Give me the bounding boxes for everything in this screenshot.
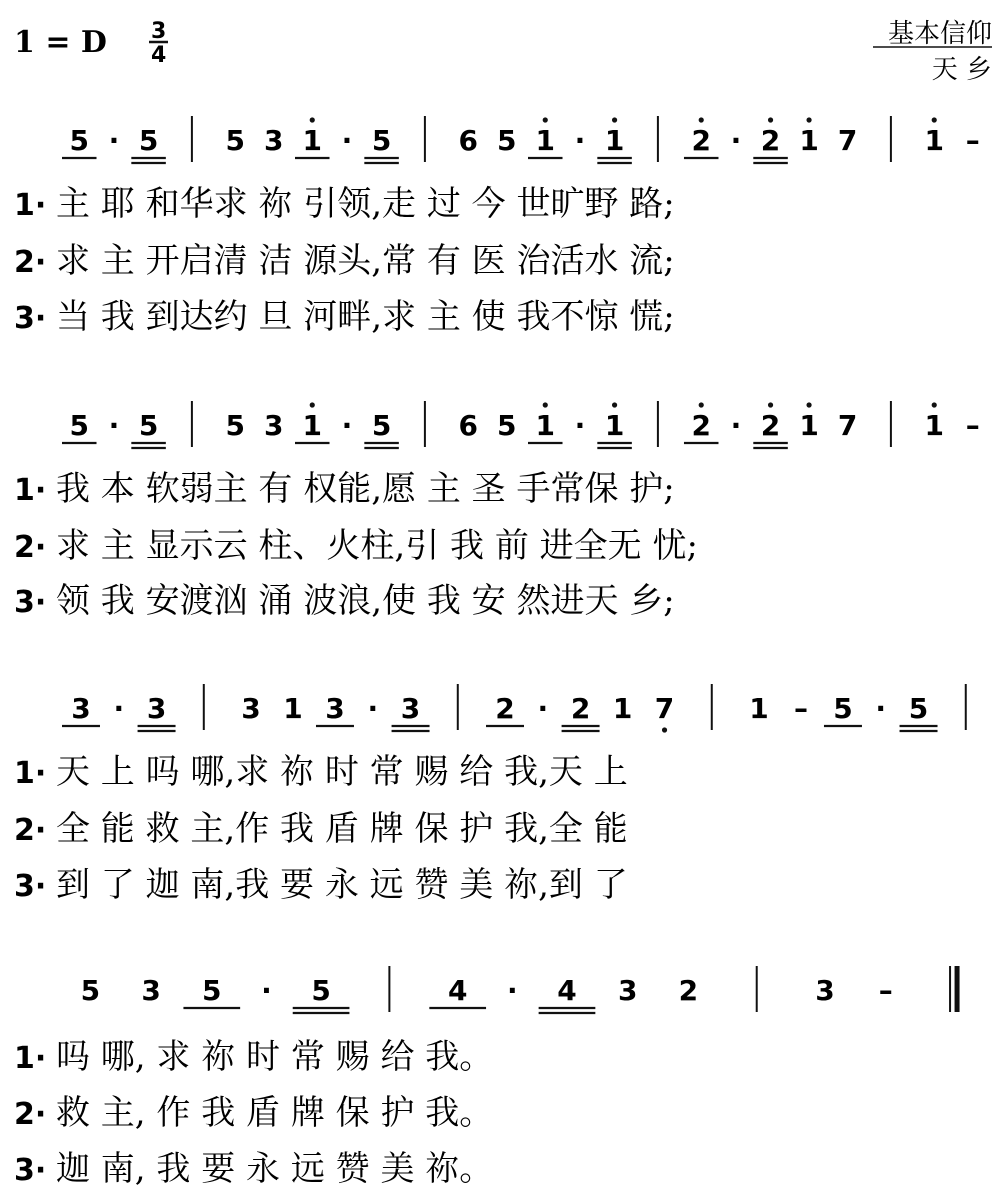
dash-mark: – (965, 124, 980, 157)
octave-dot-high (310, 402, 315, 407)
lyric-line: 救 主, 作 我 盾 牌 保 护 我。 (56, 1093, 494, 1133)
lyric-line: 求 主 开启清 洁 源头,常 有 医 治活水 流; (56, 241, 675, 281)
lyric-line: 吗 哪, 求 祢 时 常 赐 给 我。 (56, 1037, 494, 1077)
verse-number: 1· (14, 756, 47, 791)
lyric-line: 领 我 安渡汹 涌 波浪,使 我 安 然进天 乡; (56, 581, 675, 621)
note: 3 (815, 974, 835, 1007)
dash-mark: – (965, 409, 980, 442)
note: 5 (833, 692, 853, 725)
note: 1 (283, 692, 303, 725)
note: 1 (604, 409, 625, 442)
dot-mark: · (730, 409, 742, 442)
verse-number: 2· (14, 245, 47, 280)
note: 5 (371, 409, 392, 442)
lyric-line: 天 上 吗 哪,求 祢 时 常 赐 给 我,天 上 (56, 752, 628, 792)
octave-dot-high (310, 117, 315, 122)
lyric-line: 到 了 迦 南,我 要 永 远 赞 美 祢,到 了 (56, 865, 628, 905)
octave-dot-high (612, 117, 617, 122)
note: 3 (617, 974, 638, 1007)
time-signature-bottom: 4 (151, 43, 167, 68)
note: 1 (302, 409, 322, 442)
lyric-line: 全 能 救 主,作 我 盾 牌 保 护 我,全 能 (56, 809, 628, 849)
note: 2 (691, 409, 711, 442)
octave-dot-high (699, 117, 704, 122)
octave-dot-high (612, 402, 617, 407)
system-2 (14, 401, 980, 621)
note: 1 (799, 124, 819, 157)
note: 5 (371, 124, 392, 157)
key-signature: 1 = D (14, 25, 107, 60)
dot-mark: · (507, 974, 518, 1007)
dot-mark: · (108, 409, 120, 442)
note: 2 (495, 692, 515, 725)
verse-number: 1· (14, 1041, 47, 1076)
note: 1 (604, 124, 625, 157)
note: 1 (924, 124, 944, 157)
note: 3 (241, 692, 261, 725)
note: 3 (141, 974, 161, 1007)
note: 2 (678, 974, 699, 1007)
dash-mark: – (878, 974, 893, 1007)
octave-dot-high (543, 117, 548, 122)
note: 5 (202, 974, 222, 1007)
verse-number: 1· (14, 188, 47, 223)
note: 1 (749, 692, 769, 725)
octave-dot-high (932, 117, 937, 122)
note: 5 (69, 409, 89, 442)
octave-dot-high (806, 117, 811, 122)
tune-name: 基本信仰 (887, 19, 992, 49)
dot-mark: · (574, 409, 586, 442)
note: 2 (760, 124, 781, 157)
note: 7 (837, 409, 858, 442)
lyric-line: 主 耶 和华求 祢 引领,走 过 今 世旷野 路; (56, 184, 675, 224)
note: 7 (654, 692, 675, 725)
note: 2 (570, 692, 591, 725)
dot-mark: · (341, 124, 353, 157)
note: 7 (837, 124, 858, 157)
subtitle: 天 乡 (931, 55, 992, 85)
note: 1 (302, 124, 322, 157)
dot-mark: · (574, 124, 586, 157)
dot-mark: · (730, 124, 742, 157)
note: 3 (400, 692, 421, 725)
dot-mark: · (341, 409, 353, 442)
note: 5 (908, 692, 929, 725)
note: 5 (69, 124, 89, 157)
note: 2 (760, 409, 781, 442)
octave-dot-high (768, 402, 773, 407)
note: 5 (311, 974, 331, 1007)
verse-number: 2· (14, 813, 47, 848)
octave-dot-high (768, 117, 773, 122)
note: 3 (146, 692, 167, 725)
note: 1 (924, 409, 944, 442)
note: 1 (799, 409, 819, 442)
note: 5 (225, 409, 245, 442)
note: 4 (557, 974, 577, 1007)
dot-mark: · (113, 692, 125, 725)
octave-dot-high (699, 402, 704, 407)
system-1 (14, 116, 980, 337)
note: 2 (691, 124, 711, 157)
verse-number: 2· (14, 530, 47, 565)
note: 3 (264, 409, 284, 442)
dot-mark: · (108, 124, 120, 157)
note: 3 (264, 124, 284, 157)
verse-number: 3· (14, 585, 47, 620)
dot-mark: · (261, 974, 272, 1007)
verse-number: 3· (14, 869, 47, 904)
octave-dot-high (543, 402, 548, 407)
note: 6 (458, 409, 478, 442)
lyric-line: 求 主 显示云 柱、火柱,引 我 前 进全无 忧; (56, 526, 698, 566)
note: 5 (80, 974, 101, 1007)
octave-dot-high (932, 402, 937, 407)
note: 3 (71, 692, 91, 725)
octave-dot-high (806, 402, 811, 407)
verse-number: 3· (14, 301, 47, 336)
time-signature-top: 3 (151, 19, 167, 44)
note: 5 (497, 124, 517, 157)
note: 5 (138, 409, 159, 442)
note: 5 (225, 124, 245, 157)
note: 1 (535, 124, 555, 157)
octave-dot-low (662, 727, 667, 732)
dash-mark: – (793, 692, 808, 725)
system-4 (14, 966, 957, 1189)
verse-number: 2· (14, 1097, 47, 1132)
note: 3 (325, 692, 345, 725)
note: 1 (535, 409, 555, 442)
lyric-line: 迦 南, 我 要 永 远 赞 美 祢。 (56, 1149, 494, 1189)
system-3 (14, 684, 966, 905)
verse-number: 1· (14, 473, 47, 508)
note: 6 (458, 124, 478, 157)
note: 4 (447, 974, 468, 1007)
lyric-line: 我 本 软弱主 有 权能,愿 主 圣 手常保 护; (56, 469, 675, 509)
note: 5 (138, 124, 159, 157)
dot-mark: · (367, 692, 379, 725)
note: 1 (612, 692, 633, 725)
note: 5 (497, 409, 517, 442)
dot-mark: · (875, 692, 887, 725)
lyric-line: 当 我 到达约 旦 河畔,求 主 使 我不惊 慌; (56, 297, 675, 337)
verse-number: 3· (14, 1153, 47, 1188)
dot-mark: · (537, 692, 549, 725)
